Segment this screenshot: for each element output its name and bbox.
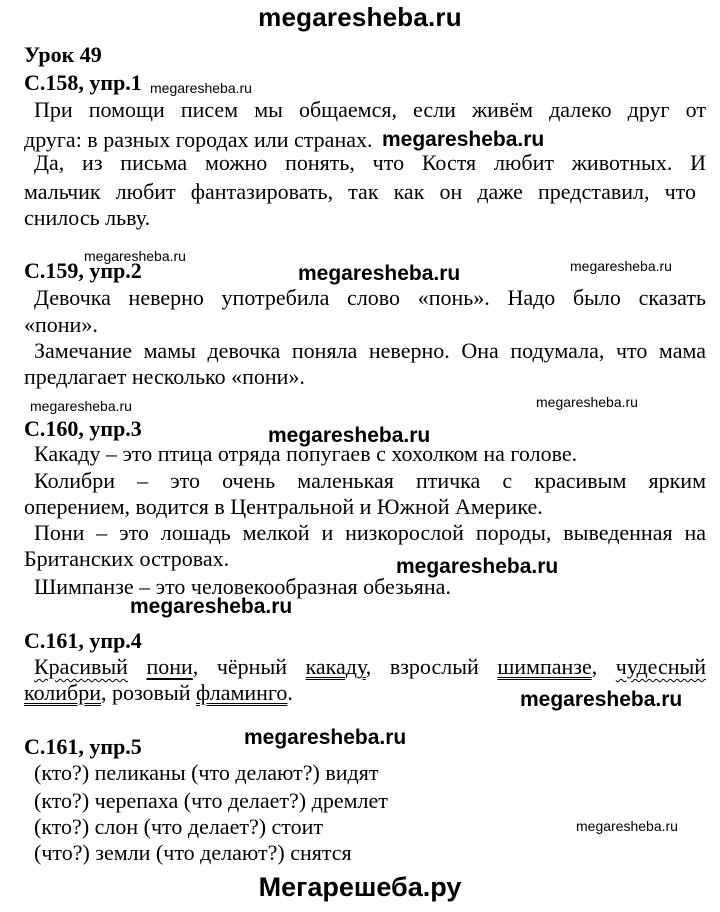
text-line: Замечание мамы девочка поняла неверно. Она подумала, что мама [34,338,706,363]
watermark-small: megaresheba.ru [576,818,678,834]
text-line: Какаду – это птица отряда попугаев с хохолком на голове. [34,441,578,466]
watermark-small: megaresheba.ru [84,248,186,264]
noun-word: шимпанзе [497,654,592,679]
section-heading-2: С.159, упр.2 [24,258,142,283]
section-heading-5: С.161, упр.5 [24,734,142,759]
adjective-word: чёрный [216,654,288,679]
watermark-big: megaresheba.ru [298,262,461,285]
phrase-line: Красивый пони, чёрный какаду, взрослый шимпанзе, чудесный [34,654,707,679]
noun-word: колибри [24,680,101,705]
watermark-big: megaresheba.ru [382,128,545,151]
watermark-big: megaresheba.ru [268,424,431,447]
text-line: предлагает несколько «пони». [24,364,305,389]
site-watermark-bottom: Мегарешеба.ру [258,872,462,902]
watermark-big: megaresheba.ru [130,595,293,618]
text-line: При помощи писем мы общаемся, если живём далеко друг от [34,97,706,122]
watermark-big: megaresheba.ru [244,726,407,749]
adjective-word: взрослый [389,654,479,679]
text-line: (кто?) слон (что делает?) стоит [34,814,324,839]
noun-word: какаду [305,654,366,679]
section-heading-4: С.161, упр.4 [24,628,142,653]
adjective-word: чудесный [615,654,707,679]
noun-word: пони [146,654,193,679]
watermark-small: megaresheba.ru [536,394,638,410]
text-line: мальчик любит фантазировать, так как он даже представил, что [24,179,696,204]
text-line: снилось льву. [24,205,151,230]
text-line: Пони – это лошадь мелкой и низкорослой породы, выведенная на [34,520,706,545]
watermark-small: megaresheba.ru [150,80,252,96]
watermark-small: megaresheba.ru [30,398,132,414]
section-heading-3: С.160, упр.3 [24,416,142,441]
watermark-big: megaresheba.ru [520,688,683,711]
text-line: Британских островах. [24,546,230,571]
text-line: (кто?) черепаха (что делает?) дремлет [34,788,388,813]
watermark-small: megaresheba.ru [570,258,672,274]
text-line: Девочка неверно употребила слово «понь». Надо было сказать [34,285,706,310]
site-watermark-top: megaresheba.ru [258,2,462,32]
adjective-word: Красивый [34,654,128,679]
section-heading-1: С.158, упр.1 [24,70,142,95]
adjective-word: розовый [112,680,191,705]
text-line: Да, из письма можно понять, что Костя любит животных. И [34,150,706,175]
text-line: Шимпанзе – это человекообразная обезьяна. [34,574,451,599]
text-line: друга: в разных городах или странах. [24,127,373,152]
watermark-big: megaresheba.ru [396,555,559,578]
phrase-line: колибри, розовый фламинго. [24,680,293,705]
text-line: «пони». [24,312,98,337]
noun-word: фламинго [196,680,288,705]
text-line: оперением, водится в Центральной и Южной Америке. [24,494,543,519]
lesson-title: Урок 49 [24,42,102,67]
text-line: (кто?) пеликаны (что делают?) видят [34,760,379,785]
text-line: Колибри – это очень маленькая птичка с красивым ярким [34,468,706,493]
text-line: (что?) земли (что делают?) снятся [34,840,352,865]
